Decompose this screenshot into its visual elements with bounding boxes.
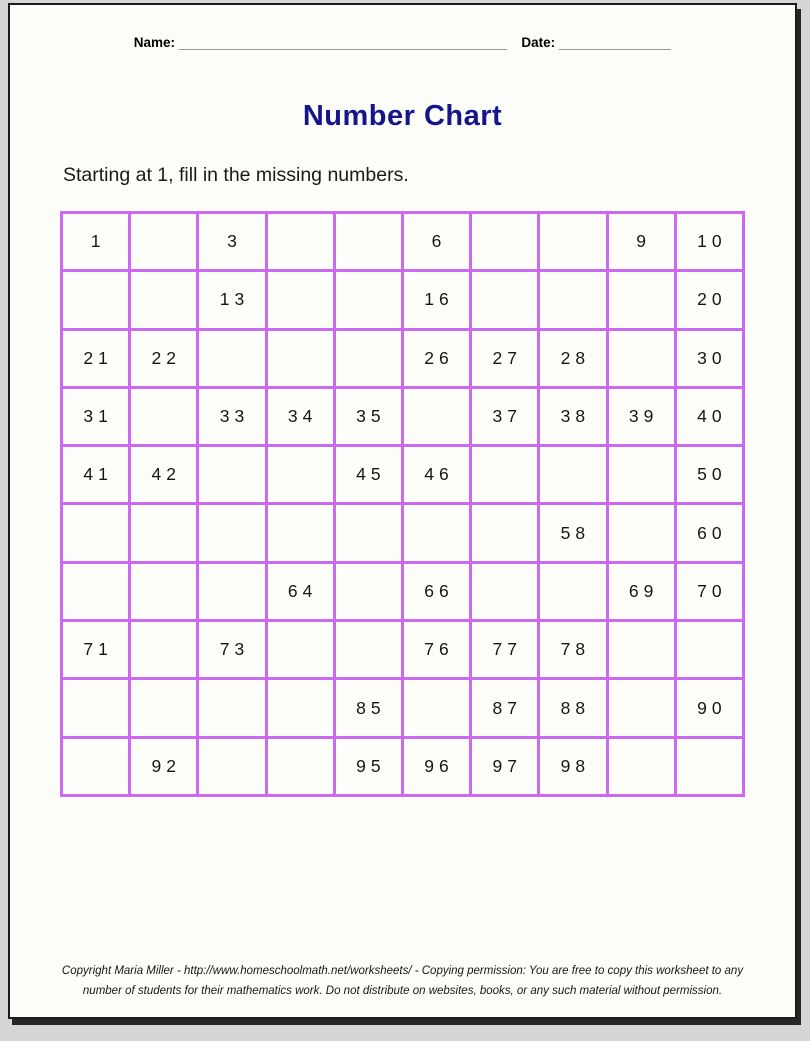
grid-cell-blank[interactable] xyxy=(62,562,130,620)
grid-cell-filled: 27 xyxy=(471,329,539,387)
grid-cell-filled: 76 xyxy=(402,621,470,679)
name-date-row xyxy=(10,35,795,50)
grid-cell-blank[interactable] xyxy=(402,679,470,737)
grid-row xyxy=(62,271,744,329)
grid-cell-filled: 40 xyxy=(675,387,743,445)
name-fill-line[interactable]: _________________________________________ xyxy=(179,35,508,50)
grid-cell-blank[interactable] xyxy=(198,679,266,737)
grid-cell-filled: 50 xyxy=(675,446,743,504)
grid-cell-blank[interactable] xyxy=(675,621,743,679)
grid-cell-filled: 39 xyxy=(607,387,675,445)
grid-cell-blank[interactable] xyxy=(198,329,266,387)
grid-cell-blank[interactable] xyxy=(266,679,334,737)
grid-cell-blank[interactable] xyxy=(334,621,402,679)
grid-cell-filled: 13 xyxy=(198,271,266,329)
grid-cell-blank[interactable] xyxy=(471,213,539,271)
grid-cell-filled: 37 xyxy=(471,387,539,445)
grid-cell-filled: 71 xyxy=(62,621,130,679)
grid-cell-filled: 60 xyxy=(675,504,743,562)
grid-cell-blank[interactable] xyxy=(130,679,198,737)
copyright-footer xyxy=(10,961,795,1001)
grid-cell-blank[interactable] xyxy=(334,504,402,562)
grid-cell-blank[interactable] xyxy=(471,562,539,620)
grid-cell-filled: 30 xyxy=(675,329,743,387)
grid-cell-filled: 66 xyxy=(402,562,470,620)
grid-cell-blank[interactable] xyxy=(539,562,607,620)
grid-cell-filled: 9 xyxy=(607,213,675,271)
grid-cell-blank[interactable] xyxy=(607,621,675,679)
grid-cell-blank[interactable] xyxy=(266,621,334,679)
grid-cell-blank[interactable] xyxy=(130,504,198,562)
number-grid xyxy=(60,211,745,797)
grid-cell-filled: 96 xyxy=(402,737,470,795)
grid-cell-blank[interactable] xyxy=(471,446,539,504)
grid-row xyxy=(62,562,744,620)
grid-cell-filled: 26 xyxy=(402,329,470,387)
grid-cell-filled: 95 xyxy=(334,737,402,795)
grid-cell-blank[interactable] xyxy=(62,271,130,329)
grid-cell-blank[interactable] xyxy=(266,213,334,271)
grid-cell-blank[interactable] xyxy=(402,387,470,445)
date-fill-line[interactable]: ______________ xyxy=(559,35,672,50)
grid-row xyxy=(62,446,744,504)
grid-cell-blank[interactable] xyxy=(266,329,334,387)
grid-cell-blank[interactable] xyxy=(607,446,675,504)
grid-cell-filled: 97 xyxy=(471,737,539,795)
name-label: Name: xyxy=(133,35,176,50)
grid-row xyxy=(62,621,744,679)
grid-cell-filled: 20 xyxy=(675,271,743,329)
grid-cell-filled: 31 xyxy=(62,387,130,445)
grid-cell-filled: 98 xyxy=(539,737,607,795)
grid-cell-filled: 69 xyxy=(607,562,675,620)
grid-cell-blank[interactable] xyxy=(539,271,607,329)
instruction-text: Starting at 1, fill in the missing numbers. xyxy=(63,164,409,186)
grid-cell-blank[interactable] xyxy=(198,737,266,795)
grid-cell-blank[interactable] xyxy=(675,737,743,795)
grid-cell-blank[interactable] xyxy=(266,271,334,329)
grid-cell-blank[interactable] xyxy=(130,213,198,271)
grid-cell-blank[interactable] xyxy=(334,213,402,271)
grid-cell-blank[interactable] xyxy=(198,504,266,562)
grid-cell-blank[interactable] xyxy=(334,562,402,620)
grid-cell-blank[interactable] xyxy=(402,504,470,562)
grid-cell-filled: 16 xyxy=(402,271,470,329)
grid-row xyxy=(62,329,744,387)
grid-cell-filled: 38 xyxy=(539,387,607,445)
grid-cell-filled: 58 xyxy=(539,504,607,562)
grid-cell-blank[interactable] xyxy=(607,679,675,737)
grid-cell-blank[interactable] xyxy=(266,737,334,795)
grid-cell-blank[interactable] xyxy=(130,387,198,445)
grid-cell-blank[interactable] xyxy=(62,504,130,562)
grid-cell-filled: 92 xyxy=(130,737,198,795)
grid-cell-blank[interactable] xyxy=(130,271,198,329)
page-title: Number Chart xyxy=(302,100,503,132)
grid-cell-blank[interactable] xyxy=(471,504,539,562)
grid-cell-filled: 21 xyxy=(62,329,130,387)
footer-line-2: number of students for their mathematics work. Do not distribute on websites, books, or any such material without permission. xyxy=(82,984,723,997)
grid-cell-blank[interactable] xyxy=(266,446,334,504)
worksheet-page xyxy=(8,3,797,1019)
grid-cell-blank[interactable] xyxy=(130,621,198,679)
grid-cell-blank[interactable] xyxy=(607,329,675,387)
grid-cell-filled: 88 xyxy=(539,679,607,737)
footer-line-1: Copyright Maria Miller - http://www.homeschoolmath.net/worksheets/ - Copying permission: You are free to copy this worksheet to any xyxy=(61,964,744,977)
grid-cell-blank[interactable] xyxy=(607,737,675,795)
grid-cell-filled: 77 xyxy=(471,621,539,679)
grid-cell-filled: 85 xyxy=(334,679,402,737)
grid-cell-filled: 64 xyxy=(266,562,334,620)
grid-cell-blank[interactable] xyxy=(607,504,675,562)
grid-cell-blank[interactable] xyxy=(471,271,539,329)
grid-cell-filled: 34 xyxy=(266,387,334,445)
grid-row xyxy=(62,213,744,271)
grid-cell-filled: 45 xyxy=(334,446,402,504)
grid-cell-blank[interactable] xyxy=(62,679,130,737)
grid-cell-blank[interactable] xyxy=(130,562,198,620)
grid-row xyxy=(62,504,744,562)
grid-cell-blank[interactable] xyxy=(334,271,402,329)
grid-cell-blank[interactable] xyxy=(198,446,266,504)
grid-cell-filled: 73 xyxy=(198,621,266,679)
grid-row xyxy=(62,387,744,445)
grid-cell-blank[interactable] xyxy=(266,504,334,562)
grid-cell-blank[interactable] xyxy=(607,271,675,329)
grid-cell-filled: 41 xyxy=(62,446,130,504)
grid-cell-filled: 78 xyxy=(539,621,607,679)
grid-cell-filled: 22 xyxy=(130,329,198,387)
grid-cell-blank[interactable] xyxy=(62,737,130,795)
grid-cell-filled: 10 xyxy=(675,213,743,271)
grid-cell-filled: 33 xyxy=(198,387,266,445)
grid-cell-filled: 87 xyxy=(471,679,539,737)
grid-cell-filled: 6 xyxy=(402,213,470,271)
grid-row xyxy=(62,737,744,795)
grid-cell-blank[interactable] xyxy=(198,562,266,620)
grid-cell-filled: 3 xyxy=(198,213,266,271)
grid-cell-filled: 28 xyxy=(539,329,607,387)
grid-row xyxy=(62,679,744,737)
date-label: Date: xyxy=(521,35,556,50)
grid-cell-filled: 46 xyxy=(402,446,470,504)
grid-cell-blank[interactable] xyxy=(334,329,402,387)
grid-cell-filled: 90 xyxy=(675,679,743,737)
grid-cell-filled: 35 xyxy=(334,387,402,445)
grid-cell-filled: 42 xyxy=(130,446,198,504)
grid-cell-filled: 1 xyxy=(62,213,130,271)
grid-cell-blank[interactable] xyxy=(539,213,607,271)
grid-cell-blank[interactable] xyxy=(539,446,607,504)
grid-cell-filled: 70 xyxy=(675,562,743,620)
